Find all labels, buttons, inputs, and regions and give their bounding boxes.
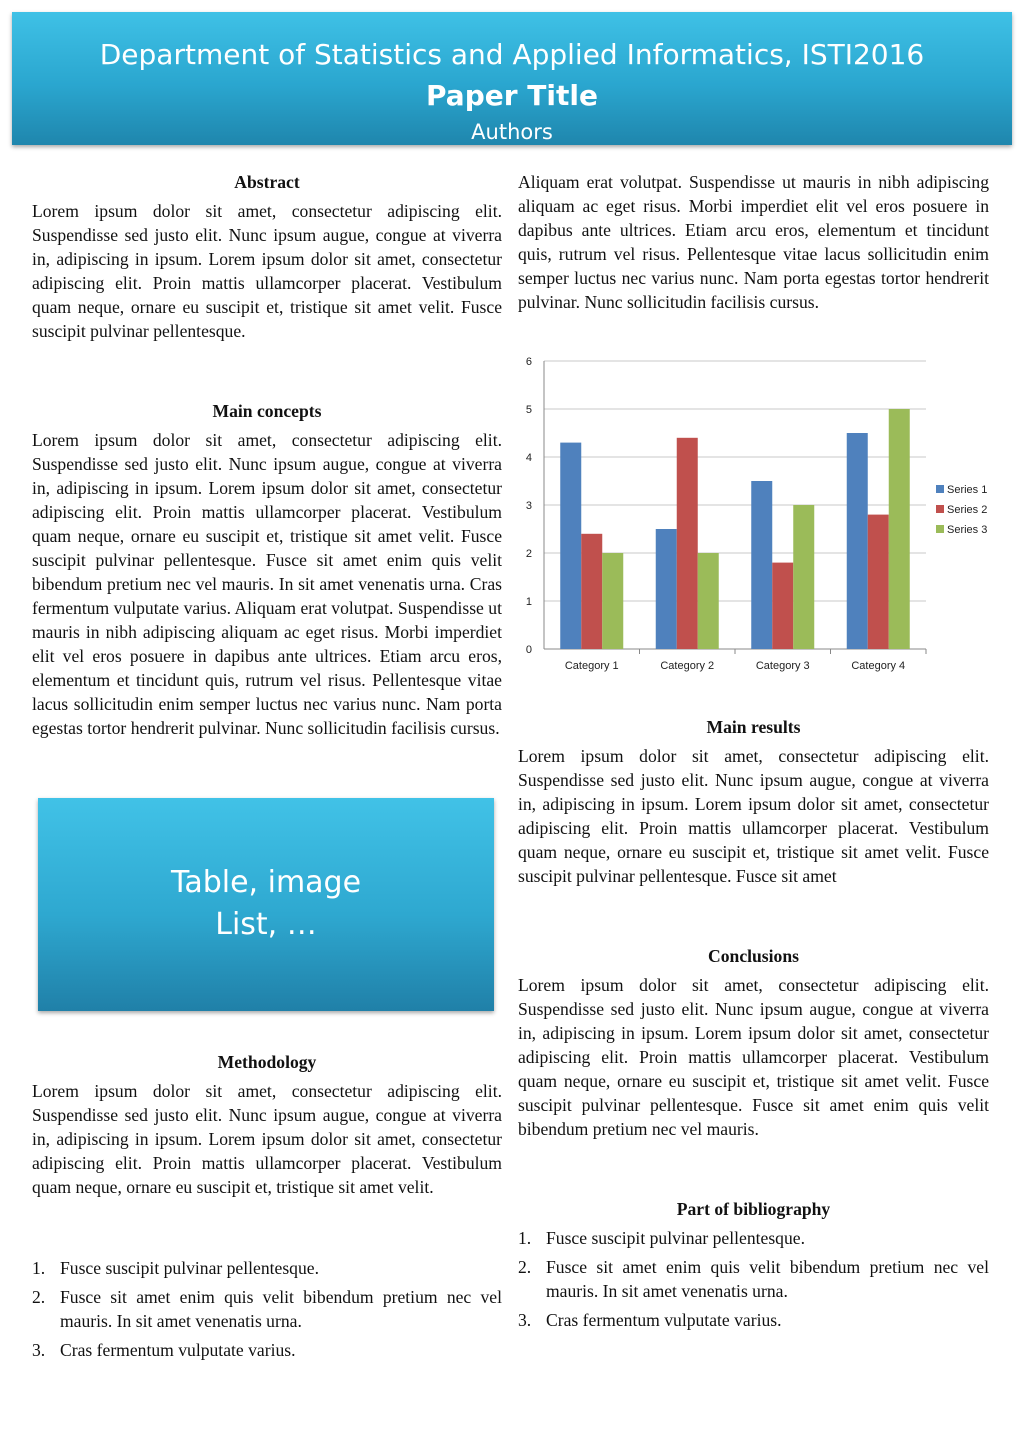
x-tick-label: Category 4: [851, 660, 906, 672]
main-results-heading: Main results: [706, 717, 801, 737]
list-number: 2.: [32, 1287, 46, 1307]
bar: [772, 563, 793, 649]
authors: Authors: [471, 120, 553, 144]
bar: [698, 553, 719, 649]
bar: [656, 529, 677, 649]
y-tick-label: 3: [525, 500, 532, 512]
list-number: 3.: [32, 1340, 46, 1360]
list-number: 1.: [518, 1228, 532, 1248]
list-text: Fusce suscipit pulvinar pellentesque.: [60, 1258, 319, 1278]
legend-swatch: [936, 525, 944, 533]
placeholder-line-2: List, …: [215, 907, 317, 942]
x-tick-label: Category 2: [660, 660, 715, 672]
bar: [751, 481, 772, 649]
y-tick-label: 0: [525, 644, 532, 656]
list-item: [32, 1285, 502, 1333]
continued-text: Aliquam erat volutpat. Suspendisse ut mauris in nibh adipiscing aliquam ac eget risus. Morbi imperdiet elit vel eros posuere in dapibus ante ultrices. Etiam arcu eros, elementum et tincidunt quis, rutrum vel risus. Pellentesque vitae lacus sollicitudin enim semper luctus nec varius nunc. Nam porta egestas tortor hendrerit pulvinar. Nunc sollicitudin facilisis cursus.: [518, 172, 989, 312]
bar: [581, 534, 602, 649]
table-image-placeholder: [38, 798, 494, 1011]
list-number: 2.: [518, 1257, 532, 1277]
x-tick-label: Category 3: [755, 660, 810, 672]
list-text: Fusce sit amet enim quis velit bibendum pretium nec vel mauris. In sit amet venenatis urna.: [546, 1257, 989, 1301]
bar: [677, 438, 698, 649]
list-item: [518, 1308, 989, 1332]
bar: [868, 515, 889, 649]
list-number: 3.: [518, 1310, 532, 1330]
main-results-text: Lorem ipsum dolor sit amet, consectetur adipiscing elit. Suspendisse sed justo elit. Nunc ipsum augue, congue at viverra in, adipiscing in ipsum. Lorem ipsum dolor sit amet, consectetur adipiscing elit. Proin mattis ullamcorper placerat. Vestibulum quam neque, ornare eu suscipit et, tristique sit amet velit. Fusce suscipit pulvinar pellentesque. Fusce sit amet: [518, 746, 989, 886]
title-banner: [12, 12, 1012, 145]
abstract-text: Lorem ipsum dolor sit amet, consectetur adipiscing elit. Suspendisse sed justo elit. Nunc ipsum augue, congue at viverra in, adipiscing in ipsum. Lorem ipsum dolor sit amet, consectetur adipiscing elit. Proin mattis ullamcorper placerat. Vestibulum quam neque, ornare eu suscipit et, tristique sit amet velit. Fusce suscipit pulvinar pellentesque.: [32, 201, 502, 341]
list-item: [32, 1256, 502, 1280]
bar: [560, 443, 581, 649]
y-tick-label: 6: [525, 356, 532, 368]
list-text: Cras fermentum vulputate varius.: [546, 1310, 782, 1330]
list-item: [32, 1338, 502, 1362]
list-item: [518, 1255, 989, 1303]
main-concepts-heading: Main concepts: [212, 401, 322, 421]
legend-label: Series 1: [947, 484, 988, 496]
y-tick-label: 4: [525, 452, 532, 464]
y-tick-label: 1: [525, 596, 532, 608]
list-text: Cras fermentum vulputate varius.: [60, 1340, 296, 1360]
y-tick-label: 2: [525, 548, 532, 560]
methodology-heading: Methodology: [217, 1052, 317, 1072]
placeholder-line-1: Table, image: [170, 865, 362, 900]
list-item: [518, 1226, 989, 1250]
bar: [602, 553, 623, 649]
methodology-text: Lorem ipsum dolor sit amet, consectetur adipiscing elit. Suspendisse sed justo elit. Nunc ipsum augue, congue at viverra in, adipiscing in ipsum. Lorem ipsum dolor sit amet, consectetur adipiscing elit. Proin mattis ullamcorper placerat. Vestibulum quam neque, ornare eu suscipit et, tristique sit amet velit.: [32, 1081, 502, 1197]
list-text: Fusce suscipit pulvinar pellentesque.: [546, 1228, 805, 1248]
main-concepts-text: Lorem ipsum dolor sit amet, consectetur adipiscing elit. Suspendisse sed justo elit. Nunc ipsum augue, congue at viverra in, adipiscing in ipsum. Lorem ipsum dolor sit amet, consectetur adipiscing elit. Proin mattis ullamcorper placerat. Vestibulum quam neque, ornare eu suscipit et, tristique sit amet velit. Fusce suscipit pulvinar pellentesque. Fusce sit amet enim quis velit bibendum pretium nec vel mauris. In sit amet venenatis urna. Cras fermentum vulputate varius. Aliquam erat volutpat. Suspendisse ut mauris in nibh adipiscing aliquam ac eget risus. Morbi imperdiet elit vel eros posuere in dapibus ante ultrices. Etiam arcu eros, elementum et tincidunt quis, rutrum vel risus. Pellentesque vitae lacus sollicitudin enim semper luctus nec varius nunc. Nam porta egestas tortor hendrerit pulvinar. Nunc sollicitudin facilisis cursus.: [32, 430, 502, 738]
department-name: Department of Statistics and Applied Informatics, ISTI2016: [99, 38, 925, 71]
paper-title: Paper Title: [426, 79, 598, 112]
y-tick-label: 5: [525, 404, 532, 416]
bar: [847, 433, 868, 649]
bar-chart: [518, 350, 992, 680]
methodology-list: [32, 1256, 502, 1367]
abstract-heading: Abstract: [234, 172, 300, 192]
list-text: Fusce sit amet enim quis velit bibendum pretium nec vel mauris. In sit amet venenatis urna.: [60, 1287, 502, 1331]
bibliography-list: [518, 1226, 989, 1337]
bibliography-heading: Part of bibliography: [676, 1199, 831, 1219]
legend-label: Series 3: [947, 524, 988, 536]
conclusions-text: Lorem ipsum dolor sit amet, consectetur adipiscing elit. Suspendisse sed justo elit. Nunc ipsum augue, congue at viverra in, adipiscing in ipsum. Lorem ipsum dolor sit amet, consectetur adipiscing elit. Proin mattis ullamcorper placerat. Vestibulum quam neque, ornare eu suscipit et, tristique sit amet velit. Fusce suscipit pulvinar pellentesque. Fusce sit amet enim quis velit bibendum pretium nec vel mauris.: [518, 975, 989, 1139]
list-number: 1.: [32, 1258, 46, 1278]
legend-swatch: [936, 505, 944, 513]
x-tick-label: Category 1: [564, 660, 619, 672]
conclusions-heading: Conclusions: [708, 946, 799, 966]
bar: [793, 505, 814, 649]
legend-swatch: [936, 485, 944, 493]
legend-label: Series 2: [947, 504, 988, 516]
bar: [889, 409, 910, 649]
